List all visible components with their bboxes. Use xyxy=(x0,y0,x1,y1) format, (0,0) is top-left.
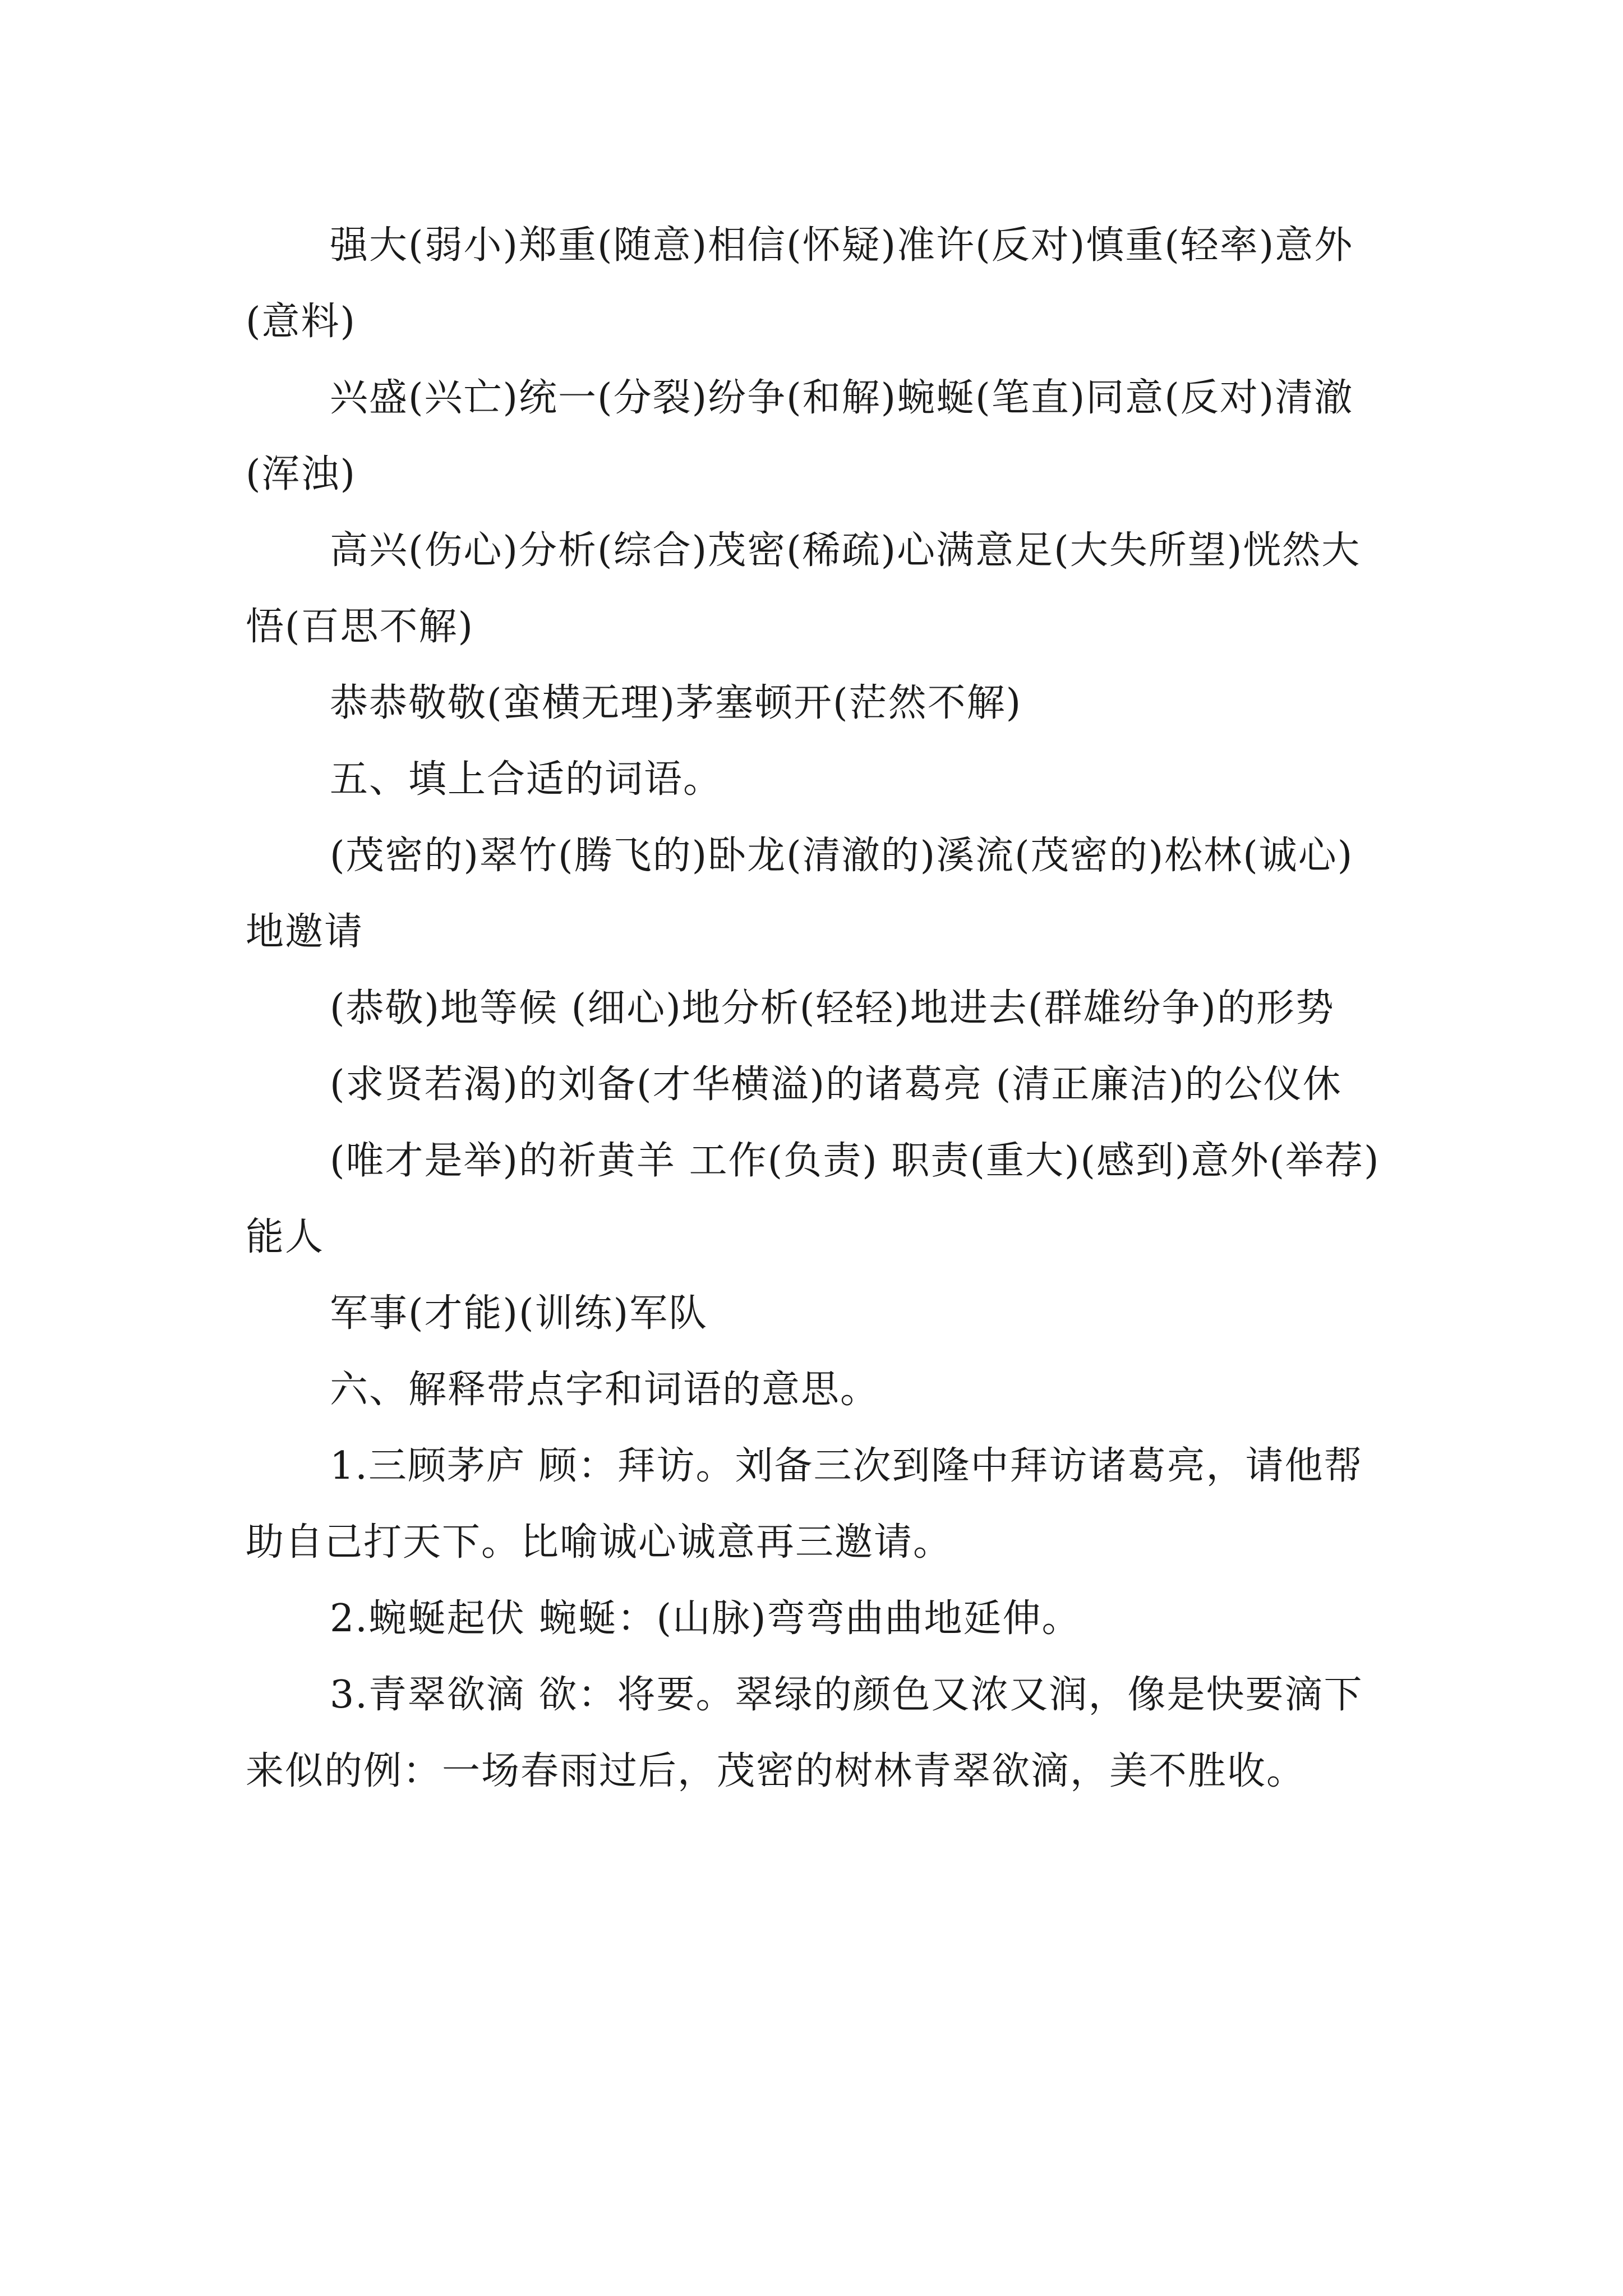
section-heading-five: 五、填上合适的词语。 xyxy=(330,757,723,802)
paragraph-explain-3: 3.青翠欲滴 欲：将要。翠绿的颜色又浓又润，像是快要滴下来似的例：一场春雨过后，茂密的树林青翠欲滴，美不胜收。 xyxy=(246,1673,1363,1793)
paragraph-fill-1: (茂密的)翠竹(腾飞的)卧龙(清澈的)溪流(茂密的)松林(诚心)地邀请 xyxy=(246,834,1354,954)
paragraph-antonyms-3: 高兴(伤心)分析(综合)茂密(稀疏)心满意足(大失所望)恍然大悟(百思不解) xyxy=(246,528,1361,649)
paragraph-explain-1: 1.三顾茅庐 顾：拜访。刘备三次到隆中拜访诸葛亮，请他帮助自己打天下。比喻诚心诚意再三邀请。 xyxy=(246,1444,1363,1565)
paragraph-fill-3: (求贤若渴)的刘备(才华横溢)的诸葛亮 (清正廉洁)的公仪休 xyxy=(330,1062,1342,1107)
paragraph-explain-2: 2.蜿蜒起伏 蜿蜒：(山脉)弯弯曲曲地延伸。 xyxy=(330,1596,1081,1641)
paragraph-antonyms-1: 强大(弱小)郑重(随意)相信(怀疑)准许(反对)慎重(轻率)意外(意料) xyxy=(246,223,1354,344)
paragraph-antonyms-4: 恭恭敬敬(蛮横无理)茅塞顿开(茫然不解) xyxy=(330,681,1022,725)
paragraph-fill-2: (恭敬)地等候 (细心)地分析(轻轻)地进去(群雄纷争)的形势 xyxy=(330,986,1335,1030)
section-heading-six: 六、解释带点字和词语的意思。 xyxy=(330,1368,880,1412)
document-body xyxy=(246,208,1384,1810)
paragraph-fill-4: (唯才是举)的祈黄羊 工作(负责) 职责(重大)(感到)意外(举荐)能人 xyxy=(246,1139,1380,1259)
paragraph-fill-5: 军事(才能)(训练)军队 xyxy=(330,1291,708,1336)
paragraph-antonyms-2: 兴盛(兴亡)统一(分裂)纷争(和解)蜿蜒(笔直)同意(反对)清澈(浑浊) xyxy=(246,376,1354,496)
